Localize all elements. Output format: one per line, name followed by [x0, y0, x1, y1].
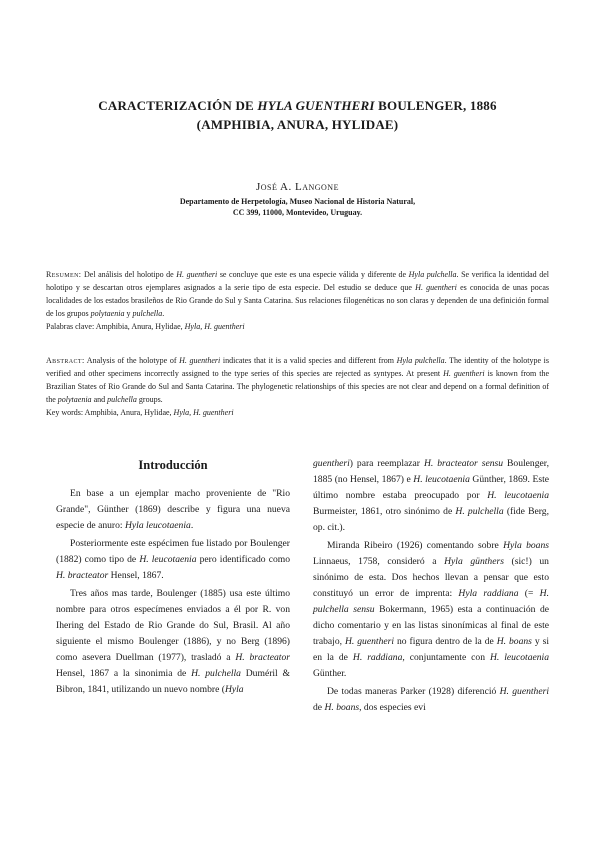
abstract-section: [46, 354, 549, 419]
resumen-label: Resumen:: [46, 270, 82, 279]
abstract-keywords: Key words: Amphibia, Anura, Hylidae, Hyla, H. guentheri: [46, 408, 234, 417]
body-column-left: [56, 456, 290, 700]
paragraph: En base a un ejemplar macho proveniente de "Rio Grande", Günther (1869) describe y figura una nueva especie de anuro: Hyla leucotaenia.: [56, 488, 290, 531]
section-heading: Introducción: [138, 458, 208, 472]
resumen-section: [46, 268, 549, 333]
abstract-text: Abstract: Analysis of the holotype of H. guentheri indicates that it is a valid species and different from Hyla pulchella. The identity of the holotype is verified and other specimens incorrectly assigned to the type series of this species are rejected as syntypes. At present H. guentheri is known from the Brazilian States of Rio Grande do Sul and Santa Catarina. The phylogenetic relationships of this species are not clear and depend on a formal definition of the polytaenia and pulchella groups.: [46, 356, 550, 404]
title-species: HYLA GUENTHERI: [257, 98, 375, 113]
author-name: José A. Langone: [256, 181, 339, 193]
resumen-keywords: Palabras clave: Amphibia, Anura, Hylidae, Hyla, H. guentheri: [46, 322, 245, 331]
body-column-right: [313, 456, 549, 718]
title-line-2: (AMPHIBIA, ANURA, HYLIDAE): [196, 117, 399, 132]
paper-title: [40, 96, 555, 134]
title-line-1: CARACTERIZACIÓN DE HYLA GUENTHERI BOULENGER, 1886: [98, 98, 497, 113]
paragraph: Posteriormente este espécimen fue listado por Boulenger (1882) como tipo de H. leucotaenia pero identificado como H. bracteator Hensel, 1867.: [56, 538, 291, 581]
resumen-text: Resumen: Del análisis del holotipo de H. guentheri se concluye que este es una especie válida y diferente de Hyla pulchella. Se verifica la identidad del holotipo y se descartan otros ejemplares asignados a la serie tipo de esta especie. Del estudio se deduce que H. guentheri es conocida de unas pocas localidades de los estados brasileños de Rio Grande do Sul y Santa Catarina. Sus relaciones filogenéticas no son claras y dependen de una definición formal de los grupos polytaenia y pulchella.: [46, 270, 550, 318]
paragraph: Miranda Ribeiro (1926) comentando sobre Hyla boans Linnaeus, 1758, consideró a Hyla günthers (sic!) un sinónimo de esta. Dos hechos llevan a pensar que esto constituyó un error de imprenta: Hyla raddiana (= H. pulchella sensu Bokermann, 1965) esta a continuación de dicho comentario y en las listas sinonímicas al final de este trabajo, H. guentheri no figura dentro de la de H. boans y si en la de H. raddiana, conjuntamente con H. leucotaenia Günther.: [313, 540, 550, 679]
author-affiliation: Departamento de Herpetología, Museo Nacional de Historia Natural, CC 399, 11000, Montevideo, Uruguay.: [179, 197, 416, 217]
abstract-label: Abstract:: [46, 356, 85, 365]
paragraph: De todas maneras Parker (1928) diferenció H. guentheri de H. boans, dos especies evi: [313, 686, 549, 713]
paragraph: Tres años mas tarde, Boulenger (1885) usa este último nombre para otros especímenes enviados a él por R. von Ihering del Estado de Rio Grande do Sul, Brasil. Al año siguiente el mismo Boulenger (1886), y no Berg (1896) como asevera Duellman (1977), trasladó a H. bracteator Hensel, 1867 a la sinonimia de H. pulchella Duméril & Bibron, 1841, utilizando un nuevo nombre (Hyla: [56, 588, 290, 695]
paragraph: guentheri) para reemplazar H. bracteator sensu Boulenger, 1885 (no Hensel, 1867) e H. leucotaenia Günther, 1869. Este último nombre estaba preocupado por H. leucotaenia Burmeister, 1861, otro sinónimo de H. pulchella (fide Berg, op. cit.).: [313, 458, 549, 533]
